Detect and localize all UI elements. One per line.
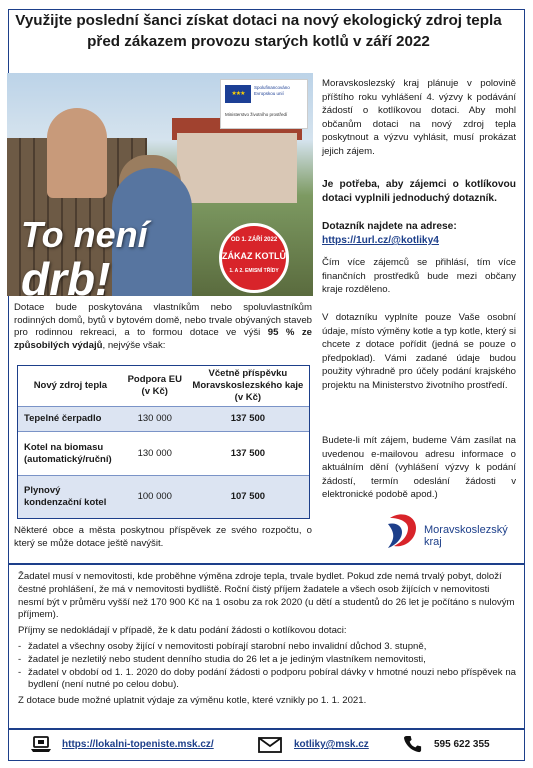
list-item: - žadatel v období od 1. 1. 2020 do doby podání žádosti o podporu pobíral dávky v hmotné nouzi nebo příspěvek na bydlení (není nutné po celou dobu). (18, 667, 516, 693)
table-row (18, 432, 309, 475)
region-logo-icon (386, 510, 420, 550)
table-cell: 137 500 (230, 413, 266, 425)
table-row (18, 407, 309, 432)
eligibility-section (18, 571, 516, 708)
intro-text-b: , nejvýše však: (102, 339, 166, 351)
region-logo-line1: Moravskoslezský (424, 524, 508, 536)
table-header-eu: Podpora EU (v Kč) (127, 374, 182, 397)
eu-logo-text: Spolufinancováno Evropskou unií (254, 85, 290, 96)
more-applicants-text: Čím více zájemců se přihlásí, tím více finančních prostředků bude mezi občany kraje rozděleno. (322, 257, 516, 296)
region-logo-line2: kraj (424, 536, 442, 548)
eu-flag-icon: ★★★ (225, 85, 251, 103)
questionnaire-title: Dotazník najdete na adrese: (322, 221, 457, 232)
region-logo (386, 510, 516, 555)
subsidy-intro (14, 302, 312, 352)
stamp-bottom-text: 1. A 2. EMISNÍ TŘÍDY (229, 268, 279, 274)
exemption-list (18, 641, 516, 692)
expense-note: Z dotace bude možné uplatnit výdaje za výměnu kotle, které vznikly po 1. 1. 2021. (18, 695, 367, 707)
list-item: - žadatel je nezletilý nebo student denního studia do 26 let a je jediným vlastníkem nemovitosti, (18, 654, 516, 667)
email-link[interactable]: kotliky@msk.cz (294, 739, 369, 750)
ministry-logo-text: Ministerstvo životního prostředí (225, 112, 288, 117)
table-cell: Tepelné čerpadlo (24, 413, 102, 425)
table-cell: 130 000 (137, 447, 172, 459)
questionnaire-link[interactable]: https://1url.cz/@kotliky4 (322, 235, 439, 246)
table-header-source: Nový zdroj tepla (33, 380, 108, 391)
stamp-top-text: OD 1. ZÁŘÍ 2022 (230, 237, 278, 243)
table-cell: Plynový kondenzační kotel (24, 484, 107, 508)
subsidy-table (17, 365, 310, 519)
eu-logo-box (220, 79, 308, 129)
envelope-icon (258, 737, 282, 753)
intro-text-a: Dotace bude poskytována vlastníkům nebo spoluvlastníkům rodinných domů, bytů v bytovém domě, nebo trvale obývaných staveb pro rodinnou rekreaci, a to formou dotace ve výši (14, 302, 312, 339)
table-cell: 107 500 (230, 490, 266, 502)
region-plan-text: Moravskoslezský kraj plánuje v polovině příštího roku vyhlášení 4. výzvy k podávání žádostí o kotlíkovou dotaci. Aby mohl občanům dotaci na nový zdroj tepla poskytnout a výzvu vyhlásit, musí prokázat jejich zájem. (322, 78, 516, 157)
table-cell: 130 000 (137, 413, 172, 425)
website-link[interactable]: https://lokalni-topeniste.msk.cz/ (62, 739, 214, 750)
table-cell: 100 000 (137, 490, 172, 502)
laptop-icon (30, 736, 52, 753)
table-row (18, 475, 309, 518)
phone-icon (404, 735, 422, 753)
questionnaire-details-text: V dotazníku vyplníte pouze Vaše osobní údaje, místo výměny kotle a typ kotle, který si chcete z dotace pořídit (jedná se pouze o předpoklad). Vámi zadané údaje budou použity výhradně pro účely podání krajského projektu na Ministerstvo životního prostředí. (322, 312, 516, 391)
table-header-region: Včetně příspěvku Moravskoslezského kaje (v Kč) (192, 368, 304, 403)
municipal-note: Některé obce a města poskytnou příspěvek ze svého rozpočtu, o který se může dotace ještě navýšit. (14, 525, 312, 549)
page-title: Využijte poslední šanci získat dotaci na nový ekologický zdroj tepla před zákazem provozu starých kotlů v září 2022 (15, 12, 502, 50)
slogan-line1: To není (21, 214, 148, 255)
person-left (47, 108, 107, 198)
house (177, 133, 297, 203)
section-divider (8, 563, 525, 565)
campaign-photo (7, 73, 313, 296)
list-item: - žadatel a všechny osoby žijící v nemovitosti pobírají starobní nebo invalidní důchod 3. stupně, (18, 641, 516, 654)
stamp-main-text: ZÁKAZ KOTLŮ (222, 251, 286, 261)
income-exemption-intro: Příjmy se nedokládají v případě, že k datu podání žádosti o kotlíkovou dotaci: (18, 625, 347, 637)
table-cell: Kotel na biomasu (automatický/ruční) (24, 441, 112, 465)
questionnaire-call: Je potřeba, aby zájemci o kotlíkovou dotaci vyplnili jednoduchý dotazník. (322, 179, 516, 204)
email-info-text: Budete-li mít zájem, budeme Vám zasílat na uvedenou e-mailovou adresu informace o aktuálním dění (vyhlášení výzvy k podání žádostí, termín odeslání žádosti v elektronické podobě apod.) (322, 435, 516, 501)
intro-bold: 95 % ze způsobilých výdajů (14, 327, 312, 351)
ban-stamp (219, 223, 289, 293)
region-logo-text (424, 524, 508, 548)
slogan-line2: drb! (21, 253, 111, 296)
table-cell: 137 500 (230, 447, 266, 459)
contact-footer (8, 729, 525, 761)
slogan (21, 213, 148, 296)
phone-number: 595 622 355 (434, 739, 490, 750)
eligibility-text: Žadatel musí v nemovitosti, kde proběhne výměna zdroje tepla, trvale bydlet. Pokud zde nemá trvalý pobyt, doloží čestné prohlášení, že má v nemovitosti bydliště. Roční čistý příjem žadatele a všech osob žijících v nemovitosti nesmí být v průměru vyšší než 170 900 Kč na 1 osobu za rok 2020 (u dětí a studentů do 26 let je počítáno s nulovým příjmem). (18, 571, 515, 621)
